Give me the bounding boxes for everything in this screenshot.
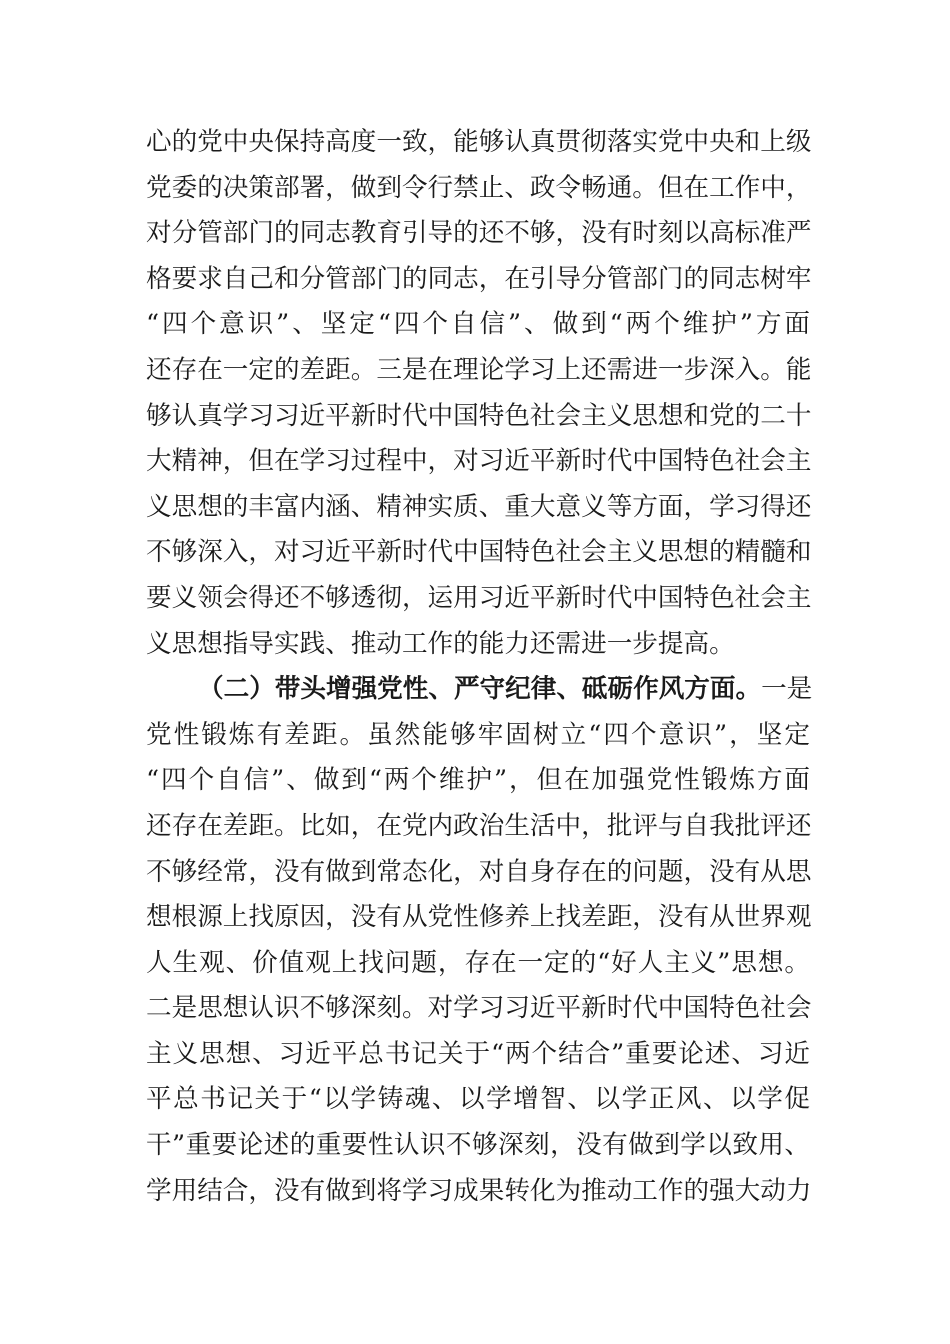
text-line: 大精神，但在学习过程中，对习近平新时代中国特色社会主	[146, 446, 812, 477]
section-heading-line	[146, 667, 813, 713]
text-line: 干”重要论述的重要性认识不够深刻，没有做到学以致用、	[146, 1130, 810, 1161]
text-line: 够认真学习习近平新时代中国特色社会主义思想和党的二十	[146, 400, 812, 431]
section-heading-rest: 一是	[761, 674, 813, 705]
text-line: 格要求自己和分管部门的同志，在引导分管部门的同志树牢	[146, 263, 812, 294]
text-line: 心的党中央保持高度一致，能够认真贯彻落实党中央和上级	[146, 127, 812, 157]
text-line: 二是思想认识不够深刻。对学习习近平新时代中国特色社会	[146, 993, 812, 1024]
text-line: 党性锻炼有差距。虽然能够牢固树立“四个意识”，坚定	[146, 719, 810, 750]
text-line: 想根源上找原因，没有从党性修养上找差距，没有从世界观	[146, 902, 812, 933]
text-line: 学用结合，没有做到将学习成果转化为推动工作的强大动力	[146, 1175, 812, 1206]
text-line: 不够深入，对习近平新时代中国特色社会主义思想的精髓和	[146, 537, 812, 568]
text-line: 不够经常，没有做到常态化，对自身存在的问题，没有从思	[146, 856, 812, 887]
text-line: 主义思想、习近平总书记关于“两个结合”重要论述、习近	[146, 1038, 810, 1069]
section-heading: （二）带头增强党性、严守纪律、砥砺作风方面。	[198, 674, 762, 705]
text-line: 义思想的丰富内涵、精神实质、重大意义等方面，学习得还	[146, 491, 812, 522]
text-line: “四个意识”、坚定“四个自信”、做到“两个维护”方面	[146, 309, 810, 340]
text-line: 义思想指导实践、推动工作的能力还需进一步提高。	[146, 628, 735, 659]
text-line: 还存在差距。比如，在党内政治生活中，批评与自我批评还	[146, 810, 812, 841]
text-line: 平总书记关于“以学铸魂、以学增智、以学正风、以学促	[146, 1084, 810, 1115]
text-line: “四个自信”、做到“两个维护”，但在加强党性锻炼方面	[146, 765, 810, 796]
text-line: 党委的决策部署，做到令行禁止、政令畅通。但在工作中，	[146, 172, 812, 203]
text-line: 还存在一定的差距。三是在理论学习上还需进一步深入。能	[146, 354, 812, 385]
body-text	[146, 120, 813, 1214]
text-line: 对分管部门的同志教育引导的还不够，没有时刻以高标准严	[146, 218, 812, 249]
text-line: 要义领会得还不够透彻，运用习近平新时代中国特色社会主	[146, 582, 812, 613]
text-line: 人生观、价值观上找问题，存在一定的“好人主义”思想。	[146, 947, 810, 978]
